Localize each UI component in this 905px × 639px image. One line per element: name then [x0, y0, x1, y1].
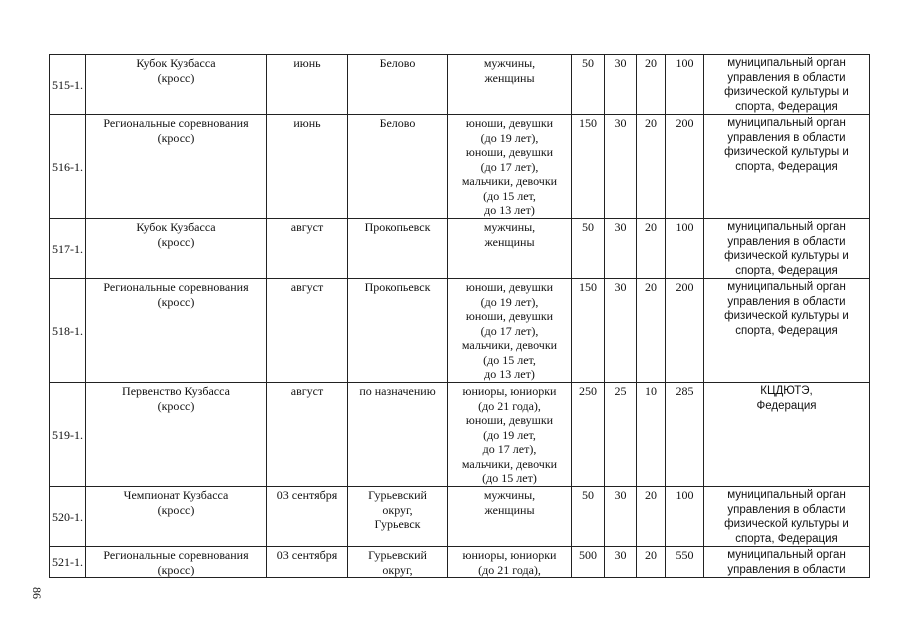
total-count-cell: 100	[666, 487, 704, 547]
judges-count-cell: 30	[605, 279, 637, 383]
participants-line: юноши, девушки	[465, 280, 554, 294]
event-date-cell	[267, 487, 348, 547]
organizer-line: управления в области	[727, 71, 846, 84]
organizer-line: управления в области	[727, 295, 846, 308]
participants-line: до 17 лет),	[482, 442, 537, 456]
event-place-cell	[348, 383, 448, 487]
event-date-cell	[267, 279, 348, 383]
organizer-cell	[704, 55, 870, 115]
event-name-line: Региональные соревнования	[103, 116, 249, 130]
judges-count-cell: 30	[605, 55, 637, 115]
participants-line: (до 17 лет),	[480, 159, 539, 174]
event-date-cell	[267, 115, 348, 219]
participants-line: (до 15 лет,	[483, 352, 536, 367]
participants-line: (до 17 лет),	[480, 323, 539, 338]
judges-count-cell: 30	[605, 547, 637, 578]
participants-cell	[448, 487, 572, 547]
participants-cell	[448, 55, 572, 115]
staff-count-cell: 10	[637, 383, 666, 487]
event-date-cell	[267, 55, 348, 115]
events-table-body	[50, 55, 870, 578]
participants-line: юниоры, юниорки	[462, 384, 557, 398]
organizer-line: муниципальный орган	[727, 221, 846, 233]
table-row	[50, 55, 870, 115]
event-name-line: (кросс)	[157, 130, 195, 145]
participants-count-cell: 50	[572, 219, 605, 279]
organizer-line: физической культуры и	[724, 310, 849, 322]
participants-line: (до 15 лет)	[482, 471, 537, 485]
participants-line: мужчины,	[483, 220, 536, 234]
event-place-cell	[348, 547, 448, 578]
organizer-line: управления в области	[727, 503, 846, 516]
organizer-line: физической культуры и	[724, 518, 849, 530]
organizer-cell	[704, 487, 870, 547]
judges-count-cell: 30	[605, 219, 637, 279]
row-number-cell: 517-1.	[50, 219, 86, 279]
event-place-line: Прокопьевск	[364, 220, 431, 234]
staff-count-cell: 20	[637, 547, 666, 578]
participants-count-cell: 150	[572, 115, 605, 219]
row-number-cell: 516-1.	[50, 115, 86, 219]
event-name-line: Региональные соревнования	[103, 280, 249, 294]
events-table	[49, 54, 870, 578]
event-place-line: округ,	[382, 562, 413, 577]
organizer-cell	[704, 115, 870, 219]
table-row	[50, 383, 870, 487]
organizer-line: муниципальный орган	[727, 489, 846, 501]
event-date-line: август	[290, 220, 324, 234]
event-date-cell	[267, 547, 348, 578]
organizer-cell	[704, 383, 870, 487]
organizer-line: спорта, Федерация	[735, 100, 838, 113]
participants-line: (до 19 лет),	[480, 130, 539, 145]
organizer-line: муниципальный орган	[727, 57, 846, 69]
row-number-cell: 519-1.	[50, 383, 86, 487]
staff-count-cell: 20	[637, 487, 666, 547]
event-date-cell	[267, 219, 348, 279]
participants-line: до 13 лет)	[484, 367, 535, 381]
organizer-line: управления в области	[727, 563, 846, 576]
judges-count-cell: 25	[605, 383, 637, 487]
event-place-cell	[348, 279, 448, 383]
event-name-cell	[86, 55, 267, 115]
judges-count-cell: 30	[605, 115, 637, 219]
staff-count-cell: 20	[637, 115, 666, 219]
total-count-cell: 100	[666, 55, 704, 115]
row-number-cell: 515-1.	[50, 55, 86, 115]
event-place-line: Прокопьевск	[364, 280, 431, 294]
organizer-line: муниципальный орган	[727, 281, 846, 293]
event-name-line: (кросс)	[157, 502, 195, 517]
table-row	[50, 547, 870, 578]
row-number-cell: 518-1.	[50, 279, 86, 383]
participants-line: (до 19 лет),	[480, 294, 539, 309]
event-name-line: (кросс)	[157, 234, 195, 249]
event-place-line: Гурьевский	[368, 488, 427, 502]
event-place-line: округ,	[382, 502, 413, 517]
organizer-line: спорта, Федерация	[735, 160, 838, 173]
event-name-cell	[86, 487, 267, 547]
table-row	[50, 219, 870, 279]
staff-count-cell: 20	[637, 279, 666, 383]
event-name-line: (кросс)	[157, 562, 195, 577]
judges-count-cell: 30	[605, 487, 637, 547]
participants-count-cell: 50	[572, 487, 605, 547]
event-place-line: Гурьевск	[374, 517, 421, 531]
organizer-line: муниципальный орган	[727, 549, 846, 561]
event-name-line: Первенство Кузбасса	[122, 384, 230, 398]
organizer-cell	[704, 279, 870, 383]
organizer-line: физической культуры и	[724, 146, 849, 158]
participants-line: юноши, девушки	[465, 413, 554, 427]
participants-line: мальчики, девочки	[461, 456, 558, 471]
table-row	[50, 279, 870, 383]
table-row	[50, 487, 870, 547]
event-name-cell	[86, 219, 267, 279]
participants-line: юноши, девушки	[465, 145, 554, 159]
total-count-cell: 200	[666, 279, 704, 383]
event-name-cell	[86, 279, 267, 383]
organizer-line: управления в области	[727, 131, 846, 144]
event-place-line: Гурьевский	[368, 548, 427, 562]
participants-line: мальчики, девочки	[461, 338, 558, 352]
participants-cell	[448, 383, 572, 487]
event-name-cell	[86, 383, 267, 487]
organizer-line: КЦДЮТЭ,	[760, 385, 813, 397]
event-name-cell	[86, 115, 267, 219]
event-date-line: август	[290, 384, 324, 398]
participants-line: женщины	[484, 70, 535, 85]
participants-line: юниоры, юниорки	[462, 548, 557, 562]
event-date-line: 03 сентября	[276, 548, 338, 562]
event-date-line: июнь	[293, 56, 321, 70]
participants-cell	[448, 547, 572, 578]
event-place-cell	[348, 115, 448, 219]
participants-cell	[448, 279, 572, 383]
event-date-line: 03 сентября	[276, 488, 338, 502]
total-count-cell: 200	[666, 115, 704, 219]
staff-count-cell: 20	[637, 55, 666, 115]
organizer-cell	[704, 547, 870, 578]
participants-line: (до 21 года),	[478, 562, 541, 577]
organizer-line: Федерация	[756, 399, 817, 412]
organizer-line: спорта, Федерация	[735, 264, 838, 277]
row-number-cell: 520-1.	[50, 487, 86, 547]
event-name-cell	[86, 547, 267, 578]
event-name-line: Региональные соревнования	[103, 548, 249, 562]
participants-line: мужчины,	[483, 56, 536, 70]
event-name-line: (кросс)	[157, 294, 195, 309]
organizer-line: спорта, Федерация	[735, 532, 838, 545]
participants-count-cell: 250	[572, 383, 605, 487]
organizer-line: физической культуры и	[724, 86, 849, 98]
organizer-line: муниципальный орган	[727, 117, 846, 129]
participants-line: (до 19 лет,	[483, 427, 536, 442]
total-count-cell: 550	[666, 547, 704, 578]
participants-line: мальчики, девочки	[461, 174, 558, 188]
staff-count-cell: 20	[637, 219, 666, 279]
participants-line: до 13 лет)	[484, 203, 535, 217]
participants-line: (до 15 лет,	[483, 188, 536, 203]
organizer-line: физической культуры и	[724, 250, 849, 262]
participants-line: мужчины,	[483, 488, 536, 502]
event-date-line: август	[290, 280, 324, 294]
event-place-cell	[348, 219, 448, 279]
event-name-line: (кросс)	[157, 70, 195, 85]
total-count-cell: 100	[666, 219, 704, 279]
event-place-line: по назначению	[359, 384, 436, 398]
participants-count-cell: 150	[572, 279, 605, 383]
row-number-cell: 521-1.	[50, 547, 86, 578]
event-name-line: (кросс)	[157, 398, 195, 413]
event-name-line: Чемпионат Кузбасса	[123, 488, 229, 502]
event-place-cell	[348, 487, 448, 547]
participants-line: женщины	[484, 502, 535, 517]
event-name-line: Кубок Кузбасса	[136, 56, 216, 70]
table-row	[50, 115, 870, 219]
total-count-cell: 285	[666, 383, 704, 487]
organizer-line: спорта, Федерация	[735, 324, 838, 337]
participants-line: юноши, девушки	[465, 116, 554, 130]
event-date-line: июнь	[293, 116, 321, 130]
event-place-cell	[348, 55, 448, 115]
participants-count-cell: 500	[572, 547, 605, 578]
participants-cell	[448, 219, 572, 279]
participants-line: юноши, девушки	[465, 309, 554, 323]
event-place-line: Белово	[379, 56, 416, 70]
organizer-line: управления в области	[727, 235, 846, 248]
participants-line: (до 21 года),	[478, 398, 541, 413]
participants-cell	[448, 115, 572, 219]
organizer-cell	[704, 219, 870, 279]
participants-count-cell: 50	[572, 55, 605, 115]
participants-line: женщины	[484, 234, 535, 249]
event-place-line: Белово	[379, 116, 416, 130]
event-name-line: Кубок Кузбасса	[136, 220, 216, 234]
page-number: 86	[30, 587, 44, 599]
event-date-cell	[267, 383, 348, 487]
